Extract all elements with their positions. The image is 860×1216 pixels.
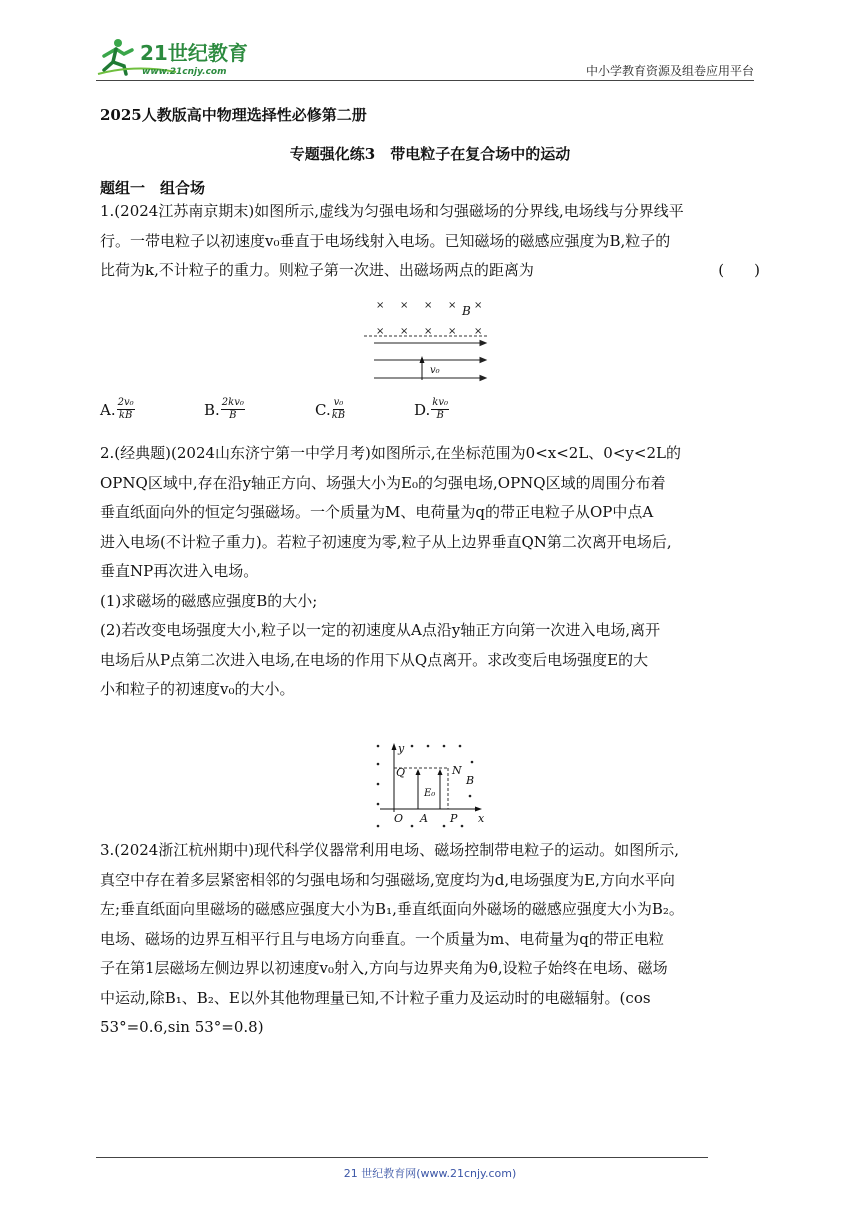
- q3-line: 真空中存在着多层紧密相邻的匀强电场和匀强磁场,宽度均为d,电场强度为E,方向水平向: [100, 870, 675, 889]
- q3-line: 中运动,除B₁、B₂、E以外其他物理量已知,不计粒子重力及运动时的电磁辐射。(cos: [100, 988, 651, 1007]
- option-a[interactable]: [100, 397, 135, 422]
- q1-line: 1.(2024江苏南京期末)如图所示,虚线为匀强电场和匀强磁场的分界线,电场线与分界线平: [100, 202, 684, 220]
- header-slogan: 中小学教育资源及组卷应用平台: [585, 64, 754, 78]
- group-title: 题组一 组合场: [100, 179, 206, 197]
- numerator: v₀: [333, 397, 344, 408]
- logo-text: 21世纪教育: [140, 41, 248, 65]
- q3-line: 53°=0.6,sin 53°=0.8): [100, 1018, 264, 1036]
- q1-line-text: 比荷为k,不计粒子的重力。则粒子第一次进、出磁场两点的距离为: [100, 261, 534, 279]
- field-arrowhead: [438, 769, 443, 775]
- label-O: O: [394, 812, 404, 825]
- q3-line: 电场、磁场的边界互相平行且与电场方向垂直。一个质量为m、电荷量为q的带正电粒: [100, 929, 664, 948]
- footer-divider: [96, 1157, 708, 1158]
- option-letter: A.: [100, 400, 116, 419]
- field-arrowhead: [416, 769, 421, 775]
- svg-text:×: ×: [448, 300, 457, 311]
- option-fraction: [431, 397, 449, 422]
- svg-text:×: ×: [424, 326, 433, 337]
- svg-text:×: ×: [376, 300, 385, 311]
- x-axis-arrowhead: [475, 807, 482, 812]
- numerator: 2kv₀: [221, 397, 244, 408]
- svg-text:×: ×: [400, 326, 409, 337]
- q1-figure: [360, 294, 492, 390]
- svg-text:×: ×: [448, 326, 457, 337]
- q2-figure: [370, 740, 486, 832]
- question-2: [100, 439, 760, 705]
- option-c[interactable]: [315, 397, 345, 422]
- footer-link[interactable]: 21 世纪教育网(www.21cnjy.com): [343, 1167, 517, 1180]
- q2-line: 2.(经典题)(2024山东济宁第一中学月考)如图所示,在坐标范围为0<x<2L、0<y<2L的: [100, 444, 681, 462]
- label-Q: Q: [396, 766, 406, 779]
- option-letter: C.: [315, 400, 331, 419]
- numerator: 2v₀: [117, 397, 134, 408]
- y-axis-arrowhead: [392, 743, 397, 750]
- option-b[interactable]: [204, 397, 245, 422]
- denominator: B: [229, 410, 237, 421]
- option-fraction: [117, 397, 135, 422]
- label-B: B: [466, 774, 475, 787]
- q2-line: 垂直纸面向外的恒定匀强磁场。一个质量为M、电荷量为q的带正电粒子从OP中点A: [100, 503, 654, 521]
- q1-line: 行。一带电粒子以初速度v₀垂直于电场线射入电场。已知磁场的磁感应强度为B,粒子的: [100, 231, 671, 250]
- question-1: [100, 197, 760, 286]
- question-3: [100, 836, 760, 1043]
- label-y: y: [398, 742, 405, 755]
- label-B: B: [462, 304, 471, 318]
- q2-line: 小和粒子的初速度v₀的大小。: [100, 680, 295, 698]
- denominator: kB: [331, 410, 346, 421]
- logo-sub: www.21cnjy.com: [142, 67, 227, 77]
- q2-line: 电场后从P点第二次进入电场,在电场的作用下从Q点离开。求改变后电场强度E的大: [100, 650, 649, 669]
- label-N: N: [452, 764, 462, 777]
- denominator: kB: [118, 410, 133, 421]
- svg-text:×: ×: [376, 326, 385, 337]
- label-P: P: [450, 812, 458, 825]
- numerator: kv₀: [432, 397, 448, 408]
- denominator: B: [436, 410, 444, 421]
- header-divider: [96, 80, 754, 81]
- q2-line: (1)求磁场的磁感应强度B的大小;: [100, 591, 318, 610]
- label-A: A: [420, 812, 428, 825]
- answer-bracket: ( ): [718, 261, 760, 279]
- option-letter: B.: [204, 400, 220, 419]
- 21cnjy-logo: [96, 34, 266, 78]
- q2-line: 进入电场(不计粒子重力)。若粒子初速度为零,粒子从上边界垂直QN第二次离开电场后,: [100, 532, 672, 551]
- q2-line: 垂直NP再次进入电场。: [100, 562, 259, 580]
- svg-text:×: ×: [424, 300, 433, 311]
- q1-line: [100, 256, 760, 286]
- svg-text:×: ×: [400, 300, 409, 311]
- svg-text:×: ×: [474, 300, 483, 311]
- book-title: 2025人教版高中物理选择性必修第二册: [100, 106, 367, 124]
- page-header: [96, 34, 754, 80]
- label-x: x: [478, 812, 485, 825]
- q2-line: OPNQ区域中,存在沿y轴正方向、场强大小为E₀的匀强电场,OPNQ区域的周围分布着: [100, 473, 666, 492]
- label-E0: E₀: [424, 788, 436, 799]
- q1-options: [100, 397, 760, 433]
- q3-line: 3.(2024浙江杭州期中)现代科学仪器常利用电场、磁场控制带电粒子的运动。如图所示,: [100, 841, 679, 859]
- svg-text:×: ×: [474, 326, 483, 337]
- label-v0: v₀: [430, 365, 440, 376]
- option-letter: D.: [414, 400, 431, 419]
- option-fraction: [332, 397, 345, 422]
- q2-line: (2)若改变电场强度大小,粒子以一定的初速度从A点沿y轴正方向第一次进入电场,离开: [100, 621, 661, 639]
- practice-title: 专题强化练3 带电粒子在复合场中的运动: [289, 145, 571, 163]
- q3-line: 子在第1层磁场左侧边界以初速度v₀射入,方向与边界夹角为θ,设粒子始终在电场、磁场: [100, 959, 668, 977]
- option-fraction: [221, 397, 245, 422]
- q3-line: 左;垂直纸面向里磁场的磁感应强度大小为B₁,垂直纸面向外磁场的磁感应强度大小为B₂。: [100, 900, 684, 918]
- option-d[interactable]: [414, 397, 449, 422]
